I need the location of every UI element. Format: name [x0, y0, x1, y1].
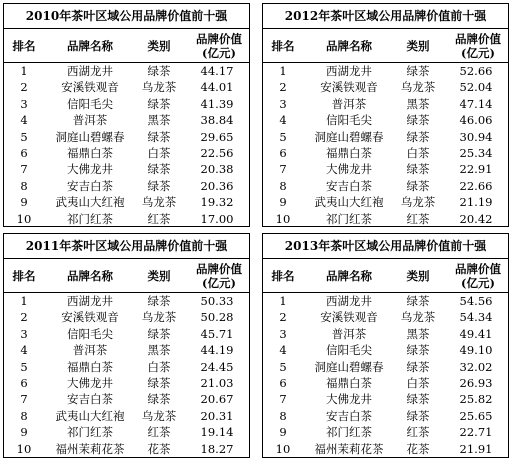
cell-category: 乌龙茶 [400, 310, 436, 325]
cell-brand: 福鼎白茶 [326, 145, 372, 160]
cell-rank: 3 [20, 326, 28, 341]
panel-title: 2013年茶叶区域公用品牌价值前十强 [263, 234, 508, 259]
cell-value: 26.93 [459, 375, 493, 390]
cell-value: 25.82 [459, 392, 493, 407]
cell-value: 19.32 [200, 195, 234, 210]
table-header [263, 29, 508, 63]
cell-brand: 普洱茶 [72, 113, 108, 128]
cell-brand: 大佛龙井 [326, 162, 372, 177]
cell-category: 绿茶 [147, 326, 171, 341]
header-category: 类别 [147, 38, 171, 53]
cell-value: 38.84 [200, 113, 234, 128]
cell-category: 绿茶 [406, 129, 430, 144]
panel-title: 2011年茶叶区域公用品牌价值前十强 [4, 234, 249, 259]
cell-rank: 4 [279, 343, 287, 358]
panel-2011 [3, 233, 250, 458]
cell-value: 50.33 [200, 294, 234, 308]
table-row [4, 79, 249, 95]
cell-value: 41.39 [200, 96, 234, 111]
cell-rank: 9 [20, 425, 28, 440]
panel-2012 [262, 3, 509, 227]
cell-value: 47.14 [459, 96, 493, 111]
cell-value: 21.03 [200, 375, 234, 390]
cell-brand: 洞庭山碧螺春 [314, 129, 384, 144]
cell-category: 白茶 [406, 145, 430, 160]
cell-category: 乌龙茶 [141, 408, 177, 423]
table-row [263, 375, 508, 391]
table-row [263, 342, 508, 358]
cell-rank: 10 [275, 441, 291, 456]
cell-value: 44.01 [200, 80, 234, 95]
cell-category: 绿茶 [406, 294, 430, 308]
cell-value: 52.04 [459, 80, 493, 95]
cell-brand: 信阳毛尖 [326, 113, 372, 128]
table-row [263, 359, 508, 375]
cell-value: 20.38 [200, 162, 234, 177]
table-row [4, 342, 249, 358]
cell-rank: 5 [20, 129, 28, 144]
cell-brand: 信阳毛尖 [326, 343, 372, 358]
cell-value: 21.19 [459, 195, 493, 210]
cell-brand: 安溪铁观音 [320, 310, 378, 325]
table-row [4, 178, 249, 194]
cell-rank: 7 [279, 392, 287, 407]
panel-2013 [262, 233, 509, 458]
cell-category: 绿茶 [147, 96, 171, 111]
cell-category: 黑茶 [147, 113, 171, 128]
cell-category: 绿茶 [406, 343, 430, 358]
table-row [4, 194, 249, 210]
cell-brand: 安吉白茶 [326, 178, 372, 193]
cell-rank: 1 [20, 294, 28, 308]
header-rank: 排名 [12, 38, 36, 53]
table-row [4, 96, 249, 112]
panel-title: 2010年茶叶区域公用品牌价值前十强 [4, 4, 249, 29]
cell-brand: 普洱茶 [72, 343, 108, 358]
cell-category: 绿茶 [406, 162, 430, 177]
cell-category: 绿茶 [147, 392, 171, 407]
table-row [4, 309, 249, 325]
cell-brand: 西湖龙井 [326, 64, 372, 78]
cell-rank: 2 [279, 310, 287, 325]
cell-category: 乌龙茶 [141, 80, 177, 95]
cell-category: 黑茶 [147, 343, 171, 358]
table-row [263, 145, 508, 161]
cell-rank: 6 [279, 145, 287, 160]
table-row [4, 129, 249, 145]
cell-brand: 祁门红茶 [67, 211, 113, 226]
cell-category: 花茶 [406, 441, 430, 456]
cell-rank: 8 [20, 408, 28, 423]
cell-value: 22.66 [459, 178, 493, 193]
cell-value: 32.02 [459, 359, 493, 374]
cell-brand: 洞庭山碧螺春 [314, 359, 384, 374]
header-rank: 排名 [271, 38, 295, 53]
cell-brand: 祁门红茶 [326, 211, 372, 226]
cell-value: 22.91 [459, 162, 493, 177]
cell-brand: 福鼎白茶 [67, 145, 113, 160]
cell-value: 30.94 [459, 129, 493, 144]
cell-rank: 8 [279, 408, 287, 423]
cell-brand: 西湖龙井 [67, 294, 113, 308]
table-row [4, 359, 249, 375]
cell-brand: 普洱茶 [331, 96, 367, 111]
cell-brand: 武夷山大红袍 [55, 408, 125, 423]
cell-rank: 5 [20, 359, 28, 374]
cell-value: 45.71 [200, 326, 234, 341]
table-row [263, 391, 508, 407]
table-body [263, 293, 508, 457]
cell-category: 绿茶 [147, 294, 171, 308]
panel-title: 2012年茶叶区域公用品牌价值前十强 [263, 4, 508, 29]
panel-2010 [3, 3, 250, 227]
cell-rank: 10 [275, 211, 291, 226]
table-row [4, 293, 249, 309]
cell-rank: 5 [279, 359, 287, 374]
cell-value: 44.17 [200, 64, 234, 78]
cell-category: 乌龙茶 [141, 195, 177, 210]
cell-rank: 4 [20, 343, 28, 358]
header-category: 类别 [406, 38, 430, 53]
cell-value: 17.00 [200, 211, 234, 226]
table-header [263, 259, 508, 293]
cell-brand: 大佛龙井 [67, 375, 113, 390]
cell-value: 21.91 [459, 441, 493, 456]
cell-value: 24.45 [200, 359, 234, 374]
cell-brand: 普洱茶 [331, 326, 367, 341]
cell-brand: 西湖龙井 [326, 294, 372, 308]
cell-brand: 西湖龙井 [67, 64, 113, 78]
table-row [4, 424, 249, 440]
cell-rank: 2 [20, 80, 28, 95]
cell-brand: 福鼎白茶 [67, 359, 113, 374]
header-brand: 品牌名称 [67, 268, 113, 283]
header-brand: 品牌名称 [326, 38, 372, 53]
cell-category: 花茶 [147, 441, 171, 456]
cell-category: 绿茶 [406, 359, 430, 374]
cell-category: 绿茶 [406, 392, 430, 407]
cell-value: 46.06 [459, 113, 493, 128]
cell-rank: 3 [20, 96, 28, 111]
table-row [263, 96, 508, 112]
cell-value: 50.28 [200, 310, 234, 325]
table-row [263, 194, 508, 210]
cell-rank: 9 [279, 425, 287, 440]
cell-brand: 信阳毛尖 [67, 96, 113, 111]
table-row [263, 178, 508, 194]
table-row [4, 441, 249, 457]
table-row [4, 63, 249, 79]
cell-category: 红茶 [147, 211, 171, 226]
table-row [4, 161, 249, 177]
table-row [263, 309, 508, 325]
table-row [263, 408, 508, 424]
cell-category: 绿茶 [147, 375, 171, 390]
table-row [263, 63, 508, 79]
cell-category: 白茶 [147, 145, 171, 160]
cell-value: 52.66 [459, 64, 493, 78]
cell-value: 22.56 [200, 145, 234, 160]
cell-value: 54.56 [459, 294, 493, 308]
table-row [263, 326, 508, 342]
cell-rank: 4 [279, 113, 287, 128]
cell-rank: 7 [20, 162, 28, 177]
cell-value: 20.67 [200, 392, 234, 407]
header-value: 品牌价值 (亿元) [196, 31, 242, 60]
cell-category: 绿茶 [406, 178, 430, 193]
cell-category: 黑茶 [406, 326, 430, 341]
header-category: 类别 [406, 268, 430, 283]
cell-rank: 10 [16, 211, 32, 226]
cell-rank: 5 [279, 129, 287, 144]
table-row [263, 79, 508, 95]
cell-rank: 6 [279, 375, 287, 390]
cell-value: 25.34 [459, 145, 493, 160]
cell-brand: 信阳毛尖 [67, 326, 113, 341]
table-row [263, 424, 508, 440]
cell-brand: 祁门红茶 [67, 425, 113, 440]
cell-rank: 1 [20, 64, 28, 78]
cell-brand: 祁门红茶 [326, 425, 372, 440]
header-value: 品牌价值 (亿元) [455, 31, 501, 60]
cell-rank: 4 [20, 113, 28, 128]
cell-brand: 大佛龙井 [67, 162, 113, 177]
table-row [4, 375, 249, 391]
cell-brand: 武夷山大红袍 [55, 195, 125, 210]
cell-value: 49.10 [459, 343, 493, 358]
cell-brand: 武夷山大红袍 [314, 195, 384, 210]
cell-rank: 9 [20, 195, 28, 210]
cell-brand: 安溪铁观音 [61, 80, 119, 95]
cell-rank: 9 [279, 195, 287, 210]
cell-category: 绿茶 [406, 408, 430, 423]
header-rank: 排名 [271, 268, 295, 283]
cell-category: 绿茶 [147, 178, 171, 193]
cell-rank: 7 [20, 392, 28, 407]
table-row [4, 211, 249, 227]
cell-rank: 8 [20, 178, 28, 193]
header-value: 品牌价值 (亿元) [455, 261, 501, 290]
table-row [4, 145, 249, 161]
cell-brand: 安吉白茶 [67, 392, 113, 407]
table-row [4, 391, 249, 407]
header-category: 类别 [147, 268, 171, 283]
table-row [263, 129, 508, 145]
header-value: 品牌价值 (亿元) [196, 261, 242, 290]
cell-value: 22.71 [459, 425, 493, 440]
table-row [263, 161, 508, 177]
cell-category: 乌龙茶 [400, 195, 436, 210]
cell-rank: 7 [279, 162, 287, 177]
cell-value: 18.27 [200, 441, 234, 456]
cell-rank: 3 [279, 96, 287, 111]
cell-category: 红茶 [147, 425, 171, 440]
cell-category: 乌龙茶 [141, 310, 177, 325]
table-header [4, 29, 249, 63]
table-header [4, 259, 249, 293]
cell-value: 20.36 [200, 178, 234, 193]
cell-category: 绿茶 [406, 64, 430, 78]
header-brand: 品牌名称 [326, 268, 372, 283]
cell-rank: 6 [20, 145, 28, 160]
table-body [4, 63, 249, 227]
cell-category: 黑茶 [406, 96, 430, 111]
cell-rank: 1 [279, 64, 287, 78]
table-row [4, 408, 249, 424]
cell-value: 29.65 [200, 129, 234, 144]
cell-value: 20.42 [459, 211, 493, 226]
cell-rank: 2 [279, 80, 287, 95]
cell-rank: 10 [16, 441, 32, 456]
cell-category: 绿茶 [147, 162, 171, 177]
cell-brand: 福鼎白茶 [326, 375, 372, 390]
cell-brand: 福州茉莉花茶 [314, 441, 384, 456]
cell-category: 红茶 [406, 425, 430, 440]
cell-value: 19.14 [200, 425, 234, 440]
cell-brand: 洞庭山碧螺春 [55, 129, 125, 144]
cell-rank: 2 [20, 310, 28, 325]
cell-brand: 安溪铁观音 [320, 80, 378, 95]
cell-value: 54.34 [459, 310, 493, 325]
table-row [263, 441, 508, 457]
cell-value: 20.31 [200, 408, 234, 423]
table-row [263, 112, 508, 128]
cell-category: 红茶 [406, 211, 430, 226]
table-row [4, 112, 249, 128]
cell-category: 白茶 [147, 359, 171, 374]
cell-category: 绿茶 [406, 113, 430, 128]
cell-brand: 安吉白茶 [326, 408, 372, 423]
cell-brand: 安吉白茶 [67, 178, 113, 193]
cell-rank: 1 [279, 294, 287, 308]
cell-category: 白茶 [406, 375, 430, 390]
cell-value: 49.41 [459, 326, 493, 341]
table-row [4, 326, 249, 342]
cell-category: 乌龙茶 [400, 80, 436, 95]
cell-brand: 大佛龙井 [326, 392, 372, 407]
cell-rank: 3 [279, 326, 287, 341]
cell-brand: 福州茉莉花茶 [55, 441, 125, 456]
header-brand: 品牌名称 [67, 38, 113, 53]
table-body [263, 63, 508, 227]
cell-category: 绿茶 [147, 64, 171, 78]
cell-rank: 8 [279, 178, 287, 193]
cell-value: 25.65 [459, 408, 493, 423]
cell-category: 绿茶 [147, 129, 171, 144]
cell-brand: 安溪铁观音 [61, 310, 119, 325]
table-row [263, 293, 508, 309]
table-row [263, 211, 508, 227]
cell-value: 44.19 [200, 343, 234, 358]
table-body [4, 293, 249, 457]
header-rank: 排名 [12, 268, 36, 283]
cell-rank: 6 [20, 375, 28, 390]
